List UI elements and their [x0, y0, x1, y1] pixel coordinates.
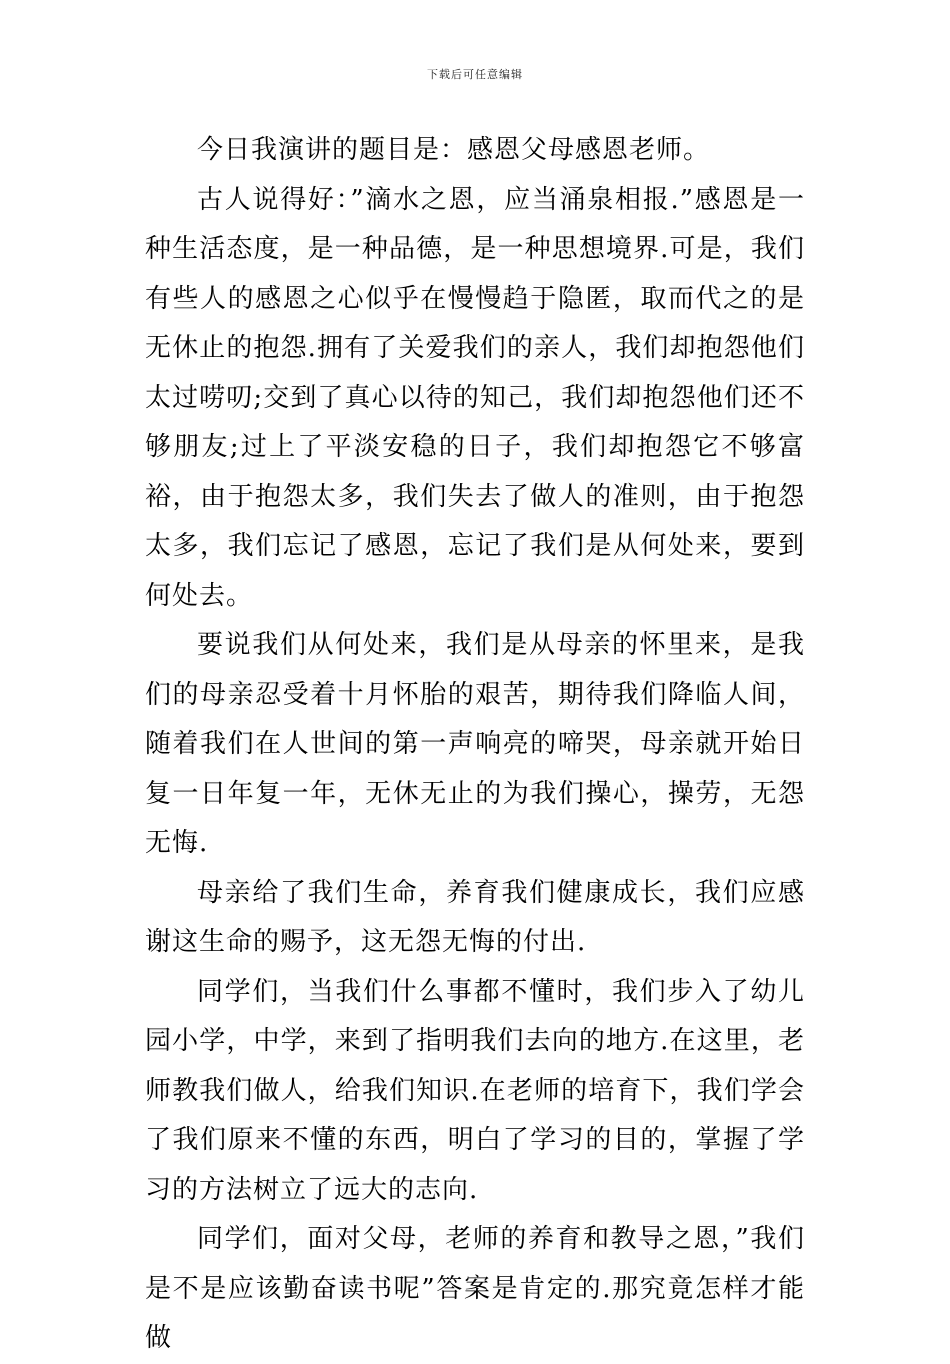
header-note: 下载后可任意编辑 [427, 68, 523, 81]
paragraph-5: 同学们，当我们什么事都不懂时，我们步入了幼儿园小学，中学，来到了指明我们去向的地方.在这里，老师教我们做人，给我们知识.在老师的培育下，我们学会了我们原来不懂的东西，明白了学习的目的，掌握了学习的方法树立了远大的志向. [145, 976, 805, 1205]
document-body [145, 126, 805, 1364]
paragraph-1: 今日我演讲的题目是：感恩父母感恩老师。 [197, 135, 711, 165]
paragraph-2: 古人说得好：”滴水之恩，应当涌泉相报.”感恩是一种生活态度，是一种品德，是一种思想境界.可是，我们有些人的感恩之心似乎在慢慢趋于隐匿，取而代之的是无休止的抱怨.拥有了关爱我们的亲人，我们却抱怨他们太过唠叨;交到了真心以待的知己，我们却抱怨他们还不够朋友;过上了平淡安稳的日子，我们却抱怨它不够富裕，由于抱怨太多，我们失去了做人的准则，由于抱怨太多，我们忘记了感恩，忘记了我们是从何处来，要到何处去。 [145, 184, 805, 611]
paragraph-4: 母亲给了我们生命，养育我们健康成长，我们应感谢这生命的赐予，这无怨无悔的付出. [145, 877, 805, 957]
paragraph-3: 要说我们从何处来，我们是从母亲的怀里来，是我们的母亲忍受着十月怀胎的艰苦，期待我们降临人间，随着我们在人世间的第一声响亮的啼哭，母亲就开始日复一日年复一年，无休无止的为我们操心，操劳，无怨无悔. [145, 630, 805, 858]
paragraph-6: 同学们，面对父母，老师的养育和教导之恩，”我们是不是应该勤奋读书呢”答案是肯定的.那究竟怎样才能做 [145, 1224, 805, 1353]
